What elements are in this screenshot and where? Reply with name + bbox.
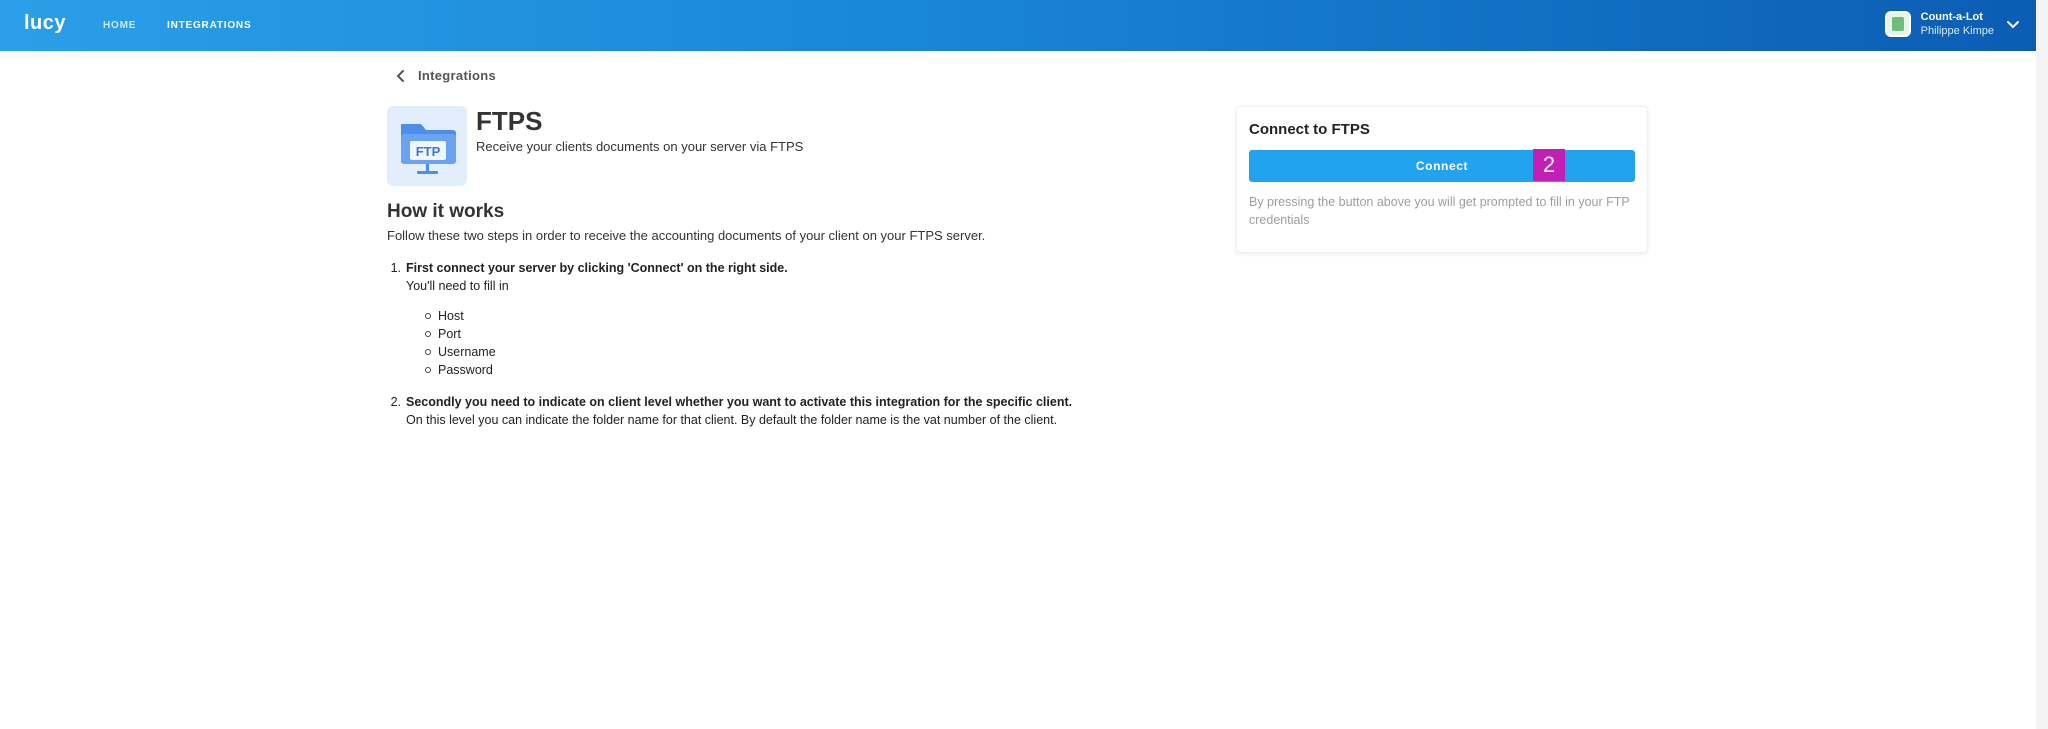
list-item: Username — [425, 343, 788, 361]
how-it-works-intro: Follow these two steps in order to receive the accounting documents of your client on your FTPS server. — [387, 228, 986, 243]
bullet-icon — [425, 349, 431, 355]
steps-list — [387, 259, 1072, 443]
step-text: On this level you can indicate the folder name for that client. By default the folder name is the vat number of the client. — [406, 413, 1058, 427]
scrollbar[interactable] — [2036, 0, 2048, 729]
step-title: Secondly you need to indicate on client level whether you want to activate this integration for the specific client. — [406, 395, 1073, 409]
list-item: Password — [425, 361, 788, 379]
bullet-icon — [425, 367, 431, 373]
list-item: Port — [425, 325, 788, 343]
company-avatar — [1885, 11, 1911, 37]
step-number: 1. — [390, 261, 401, 275]
ftp-folder-icon — [387, 106, 467, 186]
chevron-left-icon — [396, 70, 406, 82]
nav-integrations[interactable]: INTEGRATIONS — [167, 20, 252, 31]
chevron-down-icon[interactable] — [2006, 17, 2020, 31]
account-company: Count-a-Lot — [1920, 11, 1983, 23]
bullet-icon — [425, 331, 431, 337]
nav-home[interactable]: HOME — [103, 20, 137, 31]
step-text: You'll need to fill in — [406, 279, 509, 293]
list-item: Host — [425, 307, 788, 325]
page-title: FTPS — [476, 106, 543, 136]
step-title: First connect your server by clicking 'Connect' on the right side. — [406, 261, 788, 275]
required-fields-list — [425, 307, 788, 379]
breadcrumb-label: Integrations — [418, 68, 496, 83]
step-1 — [387, 259, 1072, 379]
connect-card-note: By pressing the button above you will get prompted to fill in your FTP credentials — [1249, 195, 1630, 227]
connect-card — [1236, 106, 1648, 253]
breadcrumb-back[interactable] — [396, 68, 496, 83]
top-navigation-bar — [0, 0, 2036, 51]
how-it-works-heading: How it works — [387, 201, 505, 222]
bullet-icon — [425, 313, 431, 319]
connect-button[interactable]: Connect — [1249, 150, 1635, 182]
connect-card-title: Connect to FTPS — [1249, 121, 1370, 138]
page-subtitle: Receive your clients documents on your server via FTPS — [476, 139, 804, 154]
step-number: 2. — [390, 395, 401, 409]
step-2 — [387, 393, 1072, 429]
account-menu[interactable] — [1885, 10, 2020, 38]
ftp-icon-label: FTP — [415, 144, 441, 159]
account-user: Philippe Kimpe — [1920, 25, 1994, 37]
document-icon — [1892, 17, 1904, 31]
step-marker-badge: 2 — [1533, 149, 1565, 181]
lucy-logo[interactable]: lucy — [24, 12, 67, 34]
